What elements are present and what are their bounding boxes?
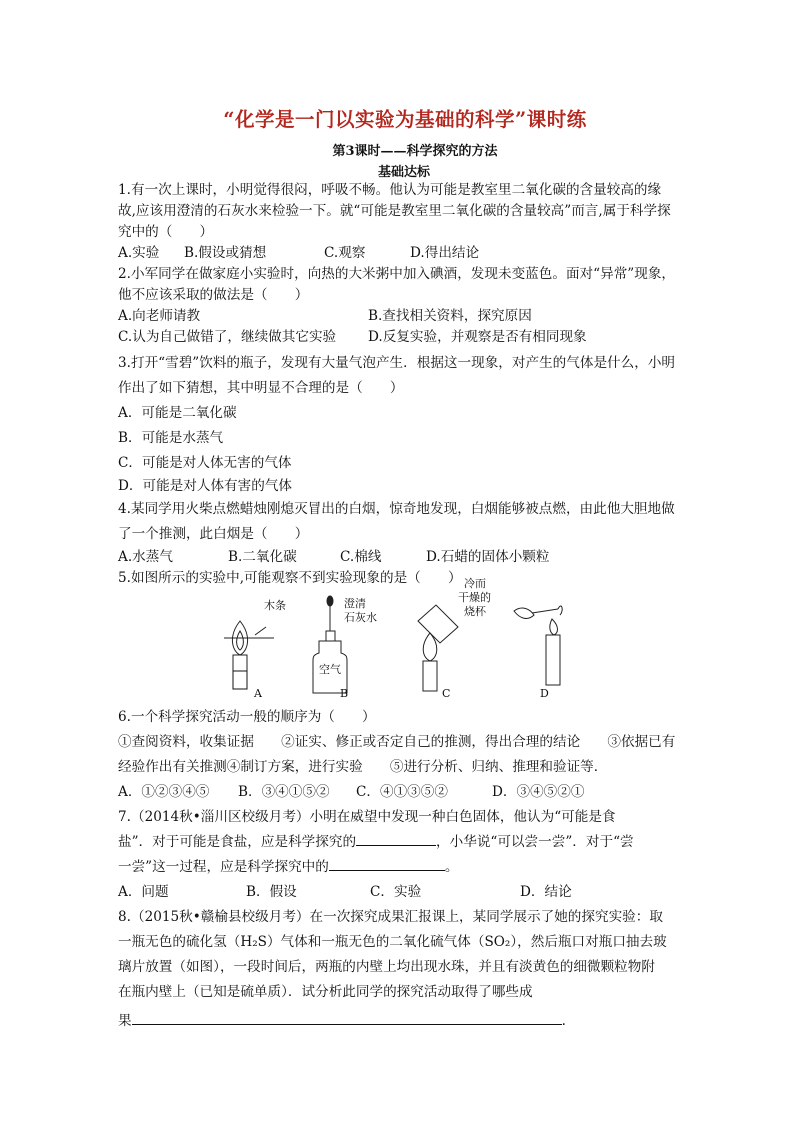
- label-dry: 干燥的: [458, 591, 491, 604]
- q7-option-c[interactable]: C．实验: [370, 884, 422, 900]
- question-4-stem: 4.某同学用火柴点燃蜡烛刚熄灭冒出的白烟，惊奇地发现，白烟能够被点燃，由此他大胆地做了一个推测，此白烟是（ ）: [118, 501, 675, 542]
- q3-option-b[interactable]: B．可能是水蒸气: [118, 430, 224, 446]
- q1-option-c[interactable]: C.观察: [324, 245, 366, 261]
- worksheet-page: [118, 104, 678, 1034]
- q4-option-d[interactable]: D.石蜡的固体小颗粒: [426, 549, 550, 565]
- question-8-line4: 在瓶内壁上（已知是硫单质）．试分析此同学的探究活动取得了哪些成: [118, 984, 533, 1000]
- question-5-stem: 5.如图所示的实验中,可能观察不到实验现象的是（ ）: [118, 570, 462, 586]
- q1-option-a[interactable]: A.实验: [118, 245, 160, 261]
- q1-option-d[interactable]: D.得出结论: [410, 245, 480, 261]
- q6-option-b[interactable]: B．③④①⑤②: [238, 784, 330, 800]
- q3-option-a[interactable]: A．可能是二氧化碳: [118, 405, 237, 421]
- caption-c: C: [442, 687, 451, 700]
- q3-option-c[interactable]: C．可能是对人体无害的气体: [118, 455, 292, 471]
- q7-blank-2[interactable]: [329, 856, 445, 871]
- q8-line5-end: .: [561, 1013, 566, 1029]
- q8-line5-text: 果: [118, 1013, 132, 1029]
- q6-option-d[interactable]: D．③④⑤②①: [492, 784, 585, 800]
- figure-d-match: [514, 606, 562, 685]
- question-7-line1: 7.（2014秋•淄川区校级月考）小明在威望中发现一种白色固体，他认为“可能是食: [118, 809, 616, 825]
- label-clear: 澄清: [344, 597, 366, 610]
- question-1-stem: 1.有一次上课时，小明觉得很闷，呼吸不畅。他认为可能是教室里二氧化碳的含量较高的缘故,应该用澄清的石灰水来检验一下。就“可能是教室里二氧化碳的含量较高”而言,属于科学探究中的（ ）: [118, 182, 671, 240]
- label-cold: 冷而: [464, 577, 486, 590]
- question-7-line2: [118, 830, 678, 855]
- q1-option-b[interactable]: B.假设或猜想: [184, 245, 267, 261]
- q7-blank-1[interactable]: [356, 831, 436, 846]
- question-6-options: [118, 780, 678, 805]
- question-2-options-row2: [118, 327, 678, 348]
- question-7-options: [118, 880, 678, 905]
- question-8-line2: 一瓶无色的硫化氢（H₂S）气体和一瓶无色的二氧化硫气体（SO₂），然后瓶口对瓶口抽去玻: [118, 934, 667, 950]
- worksheet-title: “化学是一门以实验为基础的科学”课时练: [223, 108, 587, 131]
- q7-line3-rest: 。: [444, 859, 459, 875]
- q7-option-a[interactable]: A．问题: [118, 884, 169, 900]
- figure-a-candle: [224, 621, 274, 689]
- q8-answer-blank[interactable]: [132, 1010, 562, 1025]
- question-2-stem: 2.小军同学在做家庭小实验时，向热的大米粥中加入碘酒，发现未变蓝色。面对“异常”现象，他不应该采取的做法是（ ）: [118, 266, 676, 303]
- q2-option-a[interactable]: A.向老师请教: [118, 308, 201, 324]
- label-beaker: 烧杯: [464, 605, 486, 618]
- caption-b: B: [340, 687, 349, 700]
- question-8-line3: 璃片放置（如图），一段时间后，两瓶的内壁上均出现水珠，并且有淡黄色的细微颗粒物附: [118, 959, 655, 975]
- question-6-stem: 6.一个科学探究活动一般的顺序为（ ）: [118, 709, 376, 725]
- caption-a: A: [254, 687, 262, 700]
- q7-option-d[interactable]: D．结论: [520, 884, 572, 900]
- q3-option-d[interactable]: D．可能是对人体有害的气体: [118, 478, 293, 494]
- label-limewater: 石灰水: [344, 611, 377, 624]
- question-6-line2: 经验作出有关推测④制订方案，进行实验 ⑤进行分析、归纳、推理和验证等．: [118, 759, 608, 775]
- q4-option-a[interactable]: A.水蒸气: [118, 549, 173, 565]
- label-air: 空气: [319, 663, 341, 676]
- question-8-line1: 8.（2015秋•赣榆县校级月考）在一次探究成果汇报课上，某同学展示了她的探究实验：取: [118, 909, 663, 925]
- question-7-line3: [118, 855, 678, 880]
- caption-d: D: [540, 687, 549, 700]
- q7-line2-text: 盐”．对于可能是食盐，应是科学探究的: [118, 834, 357, 850]
- q4-option-b[interactable]: B.二氧化碳: [228, 549, 297, 565]
- q2-option-c[interactable]: C.认为自己做错了，继续做其它实验: [118, 329, 337, 345]
- question-1-options: [118, 243, 678, 264]
- q7-line2-rest: ，小华说“可以尝一尝”．对于“尝: [436, 834, 634, 850]
- lesson-subtitle: 第3课时——科学探究的方法: [332, 144, 498, 159]
- question-6-line1: ①查阅资料，收集证据 ②证实、修正或否定自己的推测，得出合理的结论 ③依据已有: [118, 734, 676, 750]
- q4-option-c[interactable]: C.棉线: [340, 549, 382, 565]
- question-8-line5: [118, 1009, 678, 1034]
- question-3-stem: 3.打开“雪碧”饮料的瓶子，发现有大量气泡产生．根据这一现象，对产生的气体是什么，小明作出了如下猜想，其中明显不合理的是（ ）: [118, 355, 676, 396]
- label-wood-stick: 木条: [264, 599, 286, 612]
- q2-option-d[interactable]: D.反复实验，并观察是否有相同现象: [368, 329, 587, 345]
- section-heading: 基础达标: [377, 165, 430, 180]
- q7-line3-text: 一尝”这一过程，应是科学探究中的: [118, 859, 329, 875]
- question-4-options: [118, 547, 678, 568]
- q6-option-a[interactable]: A．①②③④⑤: [118, 784, 210, 800]
- question-2-options-row1: [118, 306, 678, 327]
- figure-b-bottle: [313, 596, 347, 693]
- q6-option-c[interactable]: C．④①③⑤②: [356, 784, 448, 800]
- figure-c-beaker: [418, 605, 458, 691]
- experiment-illustration: [118, 591, 678, 701]
- q2-option-b[interactable]: B.查找相关资料，探究原因: [368, 308, 532, 324]
- q7-option-b[interactable]: B．假设: [246, 884, 297, 900]
